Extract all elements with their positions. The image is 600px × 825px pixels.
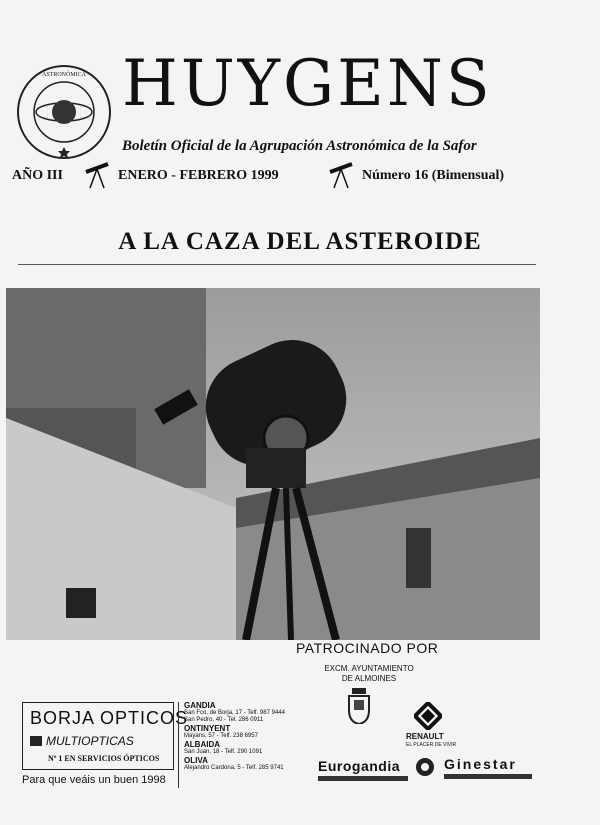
branch-name: ONTINYENT (184, 724, 231, 733)
sponsor-label: PATROCINADO POR (296, 640, 439, 656)
coat-of-arms-icon (346, 688, 372, 724)
multiopticas-logo-icon (30, 736, 42, 746)
eurogandia-logo: Eurogandia (318, 758, 401, 774)
servicios-label: Nº 1 EN SERVICIOS ÓPTICOS (48, 754, 160, 763)
issue-year: AÑO III (12, 168, 63, 183)
ayuntamiento-line: EXCM. AYUNTAMIENTO (324, 664, 414, 673)
branch-address: San Fco. de Borja, 17 - Telf. 987 9444 (184, 710, 285, 716)
eurogandia-underline (318, 776, 408, 781)
ad-tagline: Para que veáis un buen 1998 (22, 774, 166, 786)
ginestar-logo-icon (414, 756, 436, 778)
newsletter-subtitle: Boletín Oficial de la Agrupación Astronómica de la Safor (122, 138, 477, 154)
branch-address: Mayans, 57 - Telf. 238 6957 (184, 733, 258, 739)
ad-divider (178, 702, 179, 788)
telescope-icon (326, 160, 356, 190)
renault-label: RENAULT (406, 732, 444, 741)
svg-text:· ASTRONÒMICA ·: · ASTRONÒMICA · (38, 72, 90, 78)
telescope-photo (6, 288, 540, 640)
issue-period: ENERO - FEBRERO 1999 (118, 168, 279, 183)
multiopticas-label: MULTIOPTICAS (46, 734, 134, 748)
telescope-icon (82, 160, 112, 190)
branch-address: San Juan, 18 - Telf. 290 1091 (184, 749, 263, 755)
ayuntamiento-label (324, 664, 414, 683)
branch-address: Alejandro Cardona, 5 - Telf. 285 9741 (184, 765, 284, 771)
divider (18, 264, 536, 265)
association-seal-icon (14, 62, 114, 162)
renault-logo-icon (414, 702, 442, 730)
headline: A LA CAZA DEL ASTEROIDE (118, 228, 482, 255)
branch-name: GANDIA (184, 701, 216, 710)
branch-address: San Pedro, 40 - Tel. 286 0911 (184, 717, 264, 723)
ginestar-underline (444, 774, 532, 779)
ginestar-logo: Ginestar (444, 756, 517, 772)
borja-opticos-brand: BORJA OPTICOS (30, 708, 189, 728)
branch-name: ALBAIDA (184, 740, 220, 749)
renault-tagline: EL PLACER DE VIVIR (406, 742, 457, 748)
issue-number: Número 16 (Bimensual) (362, 168, 505, 183)
branch-list (184, 700, 314, 772)
ayuntamiento-line: DE ALMOINES (341, 673, 397, 683)
branch-name: OLIVA (184, 756, 208, 765)
newsletter-title: HUYGENS (122, 47, 493, 121)
